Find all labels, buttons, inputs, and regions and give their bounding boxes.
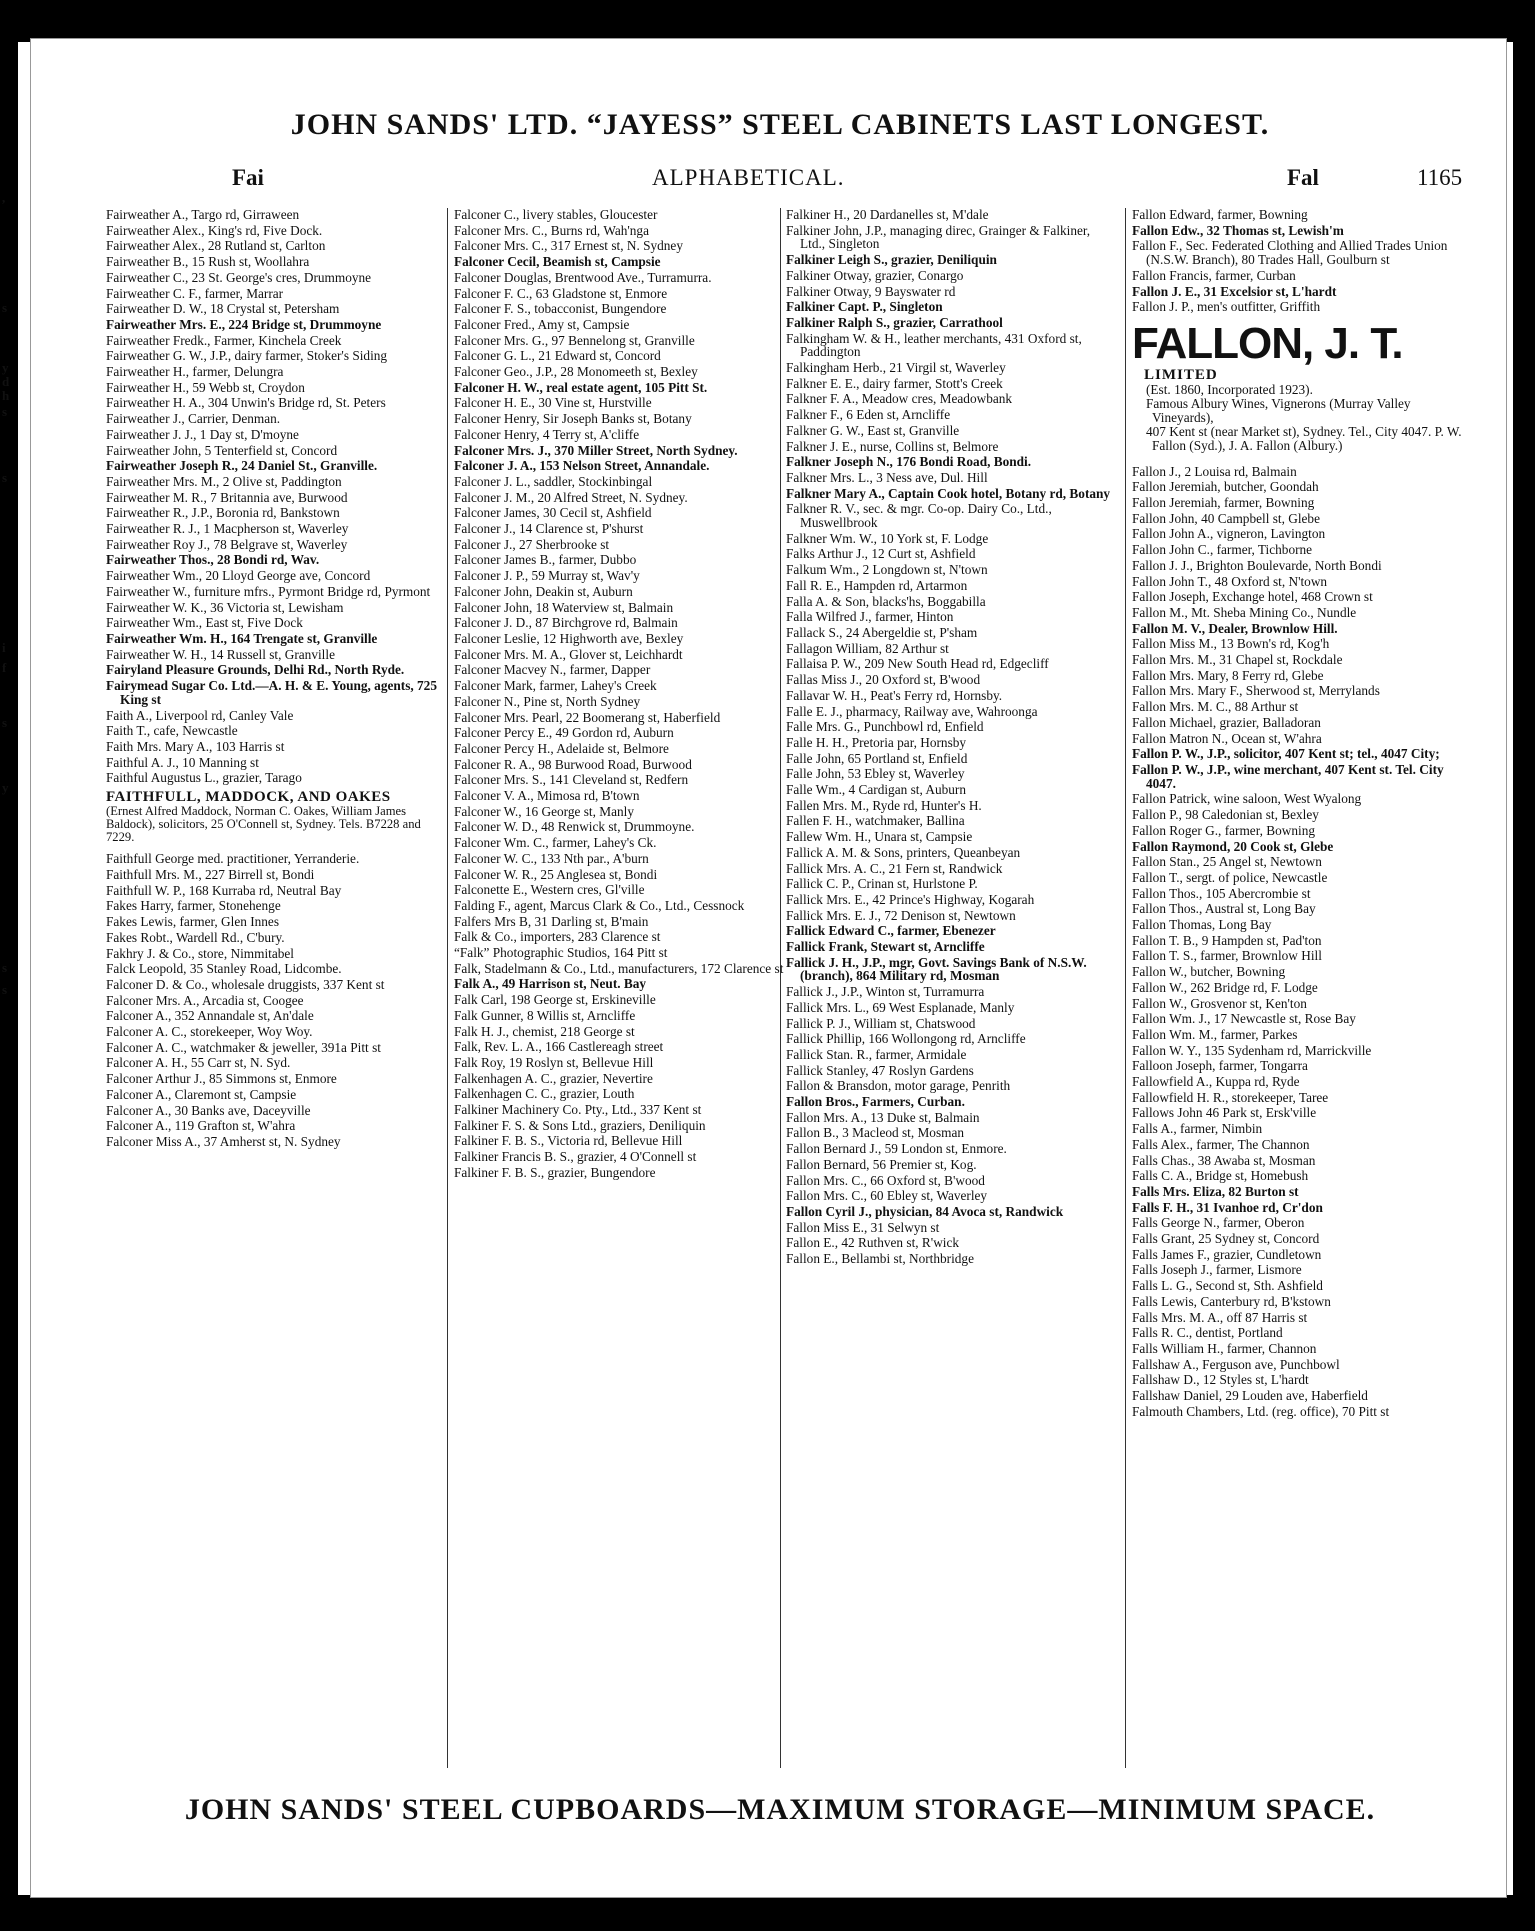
scan-border-top [0,0,1535,42]
directory-entry: Fairweather Wm., 20 Lloyd George ave, Concord [106,568,371,584]
directory-entry: Falla Wilfred J., farmer, Hinton [786,609,954,625]
scan-border-right [1513,0,1535,1931]
directory-entry: Falconette E., Western cres, Gl'ville [454,882,645,898]
directory-entry: Falck Leopold, 35 Stanley Road, Lidcombe. [106,961,342,977]
directory-entry: Fallen F. H., watchmaker, Ballina [786,813,965,829]
gutter-mark: i [2,640,6,655]
directory-entry: Falkner G. W., East st, Granville [786,422,960,438]
gutter-mark: y [2,780,9,795]
faithfull-advert-title: FAITHFULL, MADDOCK, AND OAKES [106,789,391,806]
directory-entry: Fallew Wm. H., Unara st, Campsie [786,829,973,845]
directory-entry: Fallon Matron N., Ocean st, W'ahra [1132,730,1322,746]
directory-entry: Falconer Mrs. Pearl, 22 Boomerang st, Haberfield [454,709,721,725]
directory-entry: Falconer N., Pine st, North Sydney [454,693,641,709]
directory-entry: Fallon John C., farmer, Tichborne [1132,542,1313,558]
directory-entry: Fallon Bernard, 56 Premier st, Kog. [786,1156,977,1172]
directory-entry: Fallshaw A., Ferguson ave, Punchbowl [1132,1356,1340,1372]
running-head-center: ALPHABETICAL. [652,165,845,190]
directory-entry: Fallon Edw., 32 Thomas st, Lewish'm [1132,222,1344,238]
column-1 [106,208,438,1773]
directory-entry: Fallon Thos., Austral st, Long Bay [1132,901,1316,917]
directory-entry: Fallick Edward C., farmer, Ebenezer [786,923,996,939]
directory-entry: Falconer Mark, farmer, Lahey's Creek [454,678,657,694]
directory-entry: Falls A., farmer, Nimbin [1132,1121,1263,1137]
directory-entry: Fallon Mrs. Mary F., Sherwood st, Merrylands [1132,683,1380,699]
directory-entry: Fallon John T., 48 Oxford st, N'town [1132,573,1328,589]
directory-entry: Fallon Wm. J., 17 Newcastle st, Rose Bay [1132,1011,1356,1027]
directory-entry: Fallon John, 40 Campbell st, Glebe [1132,510,1320,526]
directory-entry: Falloon Joseph, farmer, Tongarra [1132,1058,1308,1074]
directory-entry: Fairweather John, 5 Tenterfield st, Concord [106,442,338,458]
directory-entry: Fallack S., 24 Abergeldie st, P'sham [786,624,978,640]
directory-entry: Fallon & Bransdon, motor garage, Penrith [786,1078,1011,1094]
directory-entry: Fallick P. J., William st, Chatswood [786,1015,976,1031]
column-4-entries [1132,208,1464,314]
directory-entry: Fairweather Alex., King's rd, Five Dock. [106,222,323,238]
directory-entry: Falconer A. C., storekeeper, Woy Woy. [106,1024,313,1040]
directory-entry: Falconer Henry, Sir Joseph Banks st, Botany [454,411,692,427]
directory-entry: Fallon W. Y., 135 Sydenham rd, Marrickville [1132,1042,1372,1058]
directory-entry: Fairweather Mrs. M., 2 Olive st, Paddington [106,473,342,489]
directory-entry: Fairweather H. A., 304 Unwin's Bridge rd, St. Peters [106,395,386,411]
directory-entry: Fallon E., 42 Ruthven st, R'wick [786,1235,960,1251]
directory-entry: Fallon T. S., farmer, Brownlow Hill [1132,948,1322,964]
directory-entry: Fairweather Alex., 28 Rutland st, Carlton [106,238,326,254]
directory-entry: Falconer James, 30 Cecil st, Ashfield [454,505,652,521]
directory-entry: Fairweather D. W., 18 Crystal st, Petersham [106,301,340,317]
directory-entry: Fallon Joseph, Exchange hotel, 468 Crown st [1132,589,1373,605]
directory-entry: Falmouth Chambers, Ltd. (reg. office), 70 Pitt st [1132,1403,1390,1419]
directory-entry: Falkner E. E., dairy farmer, Stott's Creek [786,375,1003,391]
directory-entry: Fallon W., 262 Bridge rd, F. Lodge [1132,979,1318,995]
fallon-advert-address: 407 Kent st (near Market st), Sydney. Tel., City 4047. P. W. Fallon (Syd.), J. A. Fallon (Albury.) [1146,423,1462,453]
directory-entry: Fallon Patrick, wine saloon, West Wyalong [1132,791,1362,807]
directory-entry: Falconer V. A., Mimosa rd, B'town [454,788,640,804]
directory-entry: Fakes Lewis, farmer, Glen Innes [106,914,280,930]
directory-entry: Falle John, 65 Portland st, Enfield [786,750,968,766]
directory-entry: Falconer A. H., 55 Carr st, N. Syd. [106,1055,291,1071]
directory-entry: Fallon Bros., Farmers, Curban. [786,1094,965,1110]
directory-entry: Falk Roy, 19 Roslyn st, Bellevue Hill [454,1054,654,1070]
faithfull-advert [106,791,438,844]
directory-entry: Faith A., Liverpool rd, Canley Vale [106,707,294,723]
column-3-entries [786,208,1118,1266]
directory-entry: Falconer James B., farmer, Dubbo [454,552,637,568]
fallon-advert-established: (Est. 1860, Incorporated 1923). [1146,381,1313,397]
directory-entry: Fairweather J. J., 1 Day st, D'moyne [106,426,299,442]
directory-entry: Falkner Wm. W., 10 York st, F. Lodge [786,530,989,546]
gutter-mark: s [2,960,8,975]
directory-entry: Faithful A. J., 10 Manning st [106,754,259,770]
directory-entry: Falconer C., livery stables, Gloucester [454,208,658,222]
directory-entry: Falconer Mrs. M. A., Glover st, Leichhardt [454,646,683,662]
directory-entry: Fallick A. M. & Sons, printers, Queanbeyan [786,844,1021,860]
directory-entry: Falconer Mrs. C., 317 Ernest st, N. Sydney [454,238,683,254]
directory-entry: Fallon F., Sec. Federated Clothing and Allied Trades Union (N.S.W. Branch), 80 Trades Hall, Goulburn st [1132,238,1448,268]
directory-entry: Falkum Wm., 2 Longdown st, N'town [786,562,988,578]
directory-entry: Falls R. C., dentist, Portland [1132,1325,1283,1341]
directory-entry: Fairweather W. H., 14 Russell st, Granville [106,646,335,662]
directory-entry: Falconer Geo., J.P., 28 Monomeeth st, Bexley [454,364,698,380]
directory-entry: Falls F. H., 31 Ivanhoe rd, Cr'don [1132,1199,1323,1215]
directory-entry: Falls C. A., Bridge st, Homebush [1132,1168,1309,1184]
directory-entry: Fallon M. V., Dealer, Brownlow Hill. [1132,620,1338,636]
directory-entry: Falkner Joseph N., 176 Bondi Road, Bondi. [786,454,1032,470]
running-head [232,165,1463,193]
directory-entry: Falding F., agent, Marcus Clark & Co., Ltd., Cessnock [454,897,745,913]
directory-entry: Faith T., cafe, Newcastle [106,723,238,739]
directory-entry: Fallick Stanley, 47 Roslyn Gardens [786,1062,974,1078]
directory-entry: Fallon Stan., 25 Angel st, Newtown [1132,854,1322,870]
directory-entry: Falk A., 49 Harrison st, Neut. Bay [454,976,647,992]
column-2 [454,208,786,1773]
directory-entry: Fallon E., Bellambi st, Northbridge [786,1251,974,1267]
directory-entry: Falconer W. R., 25 Anglesea st, Bondi [454,866,658,882]
directory-entry: Falconer W. D., 48 Renwick st, Drummoyne. [454,819,695,835]
page-footer-advert: JOHN SANDS' STEEL CUPBOARDS—MAXIMUM STORAGE—MINIMUM SPACE. [184,1793,1376,1826]
directory-entry: Fairweather Joseph R., 24 Daniel St., Granville. [106,458,378,474]
directory-entry: Falconer Mrs. C., Burns rd, Wah'nga [454,222,649,238]
directory-entry: Falls L. G., Second st, Sth. Ashfield [1132,1278,1323,1294]
faithfull-advert-body: (Ernest Alfred Maddock, Norman C. Oakes, William James Baldock), solicitors, 25 O'Connell st, Sydney. Tels. B7228 and 7229. [106,803,421,845]
directory-entry: Falkiner F. S. & Sons Ltd., graziers, Deniliquin [454,1117,706,1133]
fallon-advert-wines: Famous Albury Wines, Vignerons (Murray Valley Vineyards), [1146,395,1411,425]
directory-entry: Fallagon William, 82 Arthur st [786,640,949,656]
directory-entry: Falconer F. S., tobacconist, Bungendore [454,301,667,317]
directory-entry: Fairweather Mrs. E., 224 Bridge st, Drummoyne [106,316,382,332]
fallon-advert-subtitle: LIMITED [1144,366,1218,383]
directory-entry: Fairweather R., J.P., Boronia rd, Bankstown [106,505,340,521]
directory-entry: Falkiner Machinery Co. Pty., Ltd., 337 Kent st [454,1102,702,1118]
directory-entry: Fairweather Wm., East st, Five Dock [106,615,303,631]
column-2-entries [454,208,786,1180]
gutter-mark: y [2,360,9,375]
directory-entry: “Falk” Photographic Studios, 164 Pitt st [454,945,668,961]
directory-entry: Falkenhagen C. C., grazier, Louth [454,1086,635,1102]
directory-entry: Falle H. H., Pretoria par, Hornsby [786,734,967,750]
directory-entry: Falconer Macvey N., farmer, Dapper [454,662,651,678]
directory-entry: Fallon Francis, farmer, Curban [1132,267,1296,283]
directory-entry: Fairymead Sugar Co. Ltd.—A. H. & E. Young, agents, 725 King st [106,678,437,707]
directory-entry: Fairweather M. R., 7 Britannia ave, Burwood [106,489,348,505]
directory-entry: Falkner F. A., Meadow cres, Meadowbank [786,391,1013,407]
directory-entry: Fallon Thomas, Long Bay [1132,917,1272,933]
page-number: 1165 [1417,165,1463,190]
directory-entry: Fallon W., Grosvenor st, Ken'ton [1132,995,1307,1011]
directory-entry: Falconer Mrs. G., 97 Bennelong st, Granville [454,332,695,348]
directory-entry: Falconer John, Deakin st, Auburn [454,583,633,599]
directory-entry: Falconer Mrs. A., Arcadia st, Coogee [106,992,304,1008]
directory-entry: Fakhry J. & Co., store, Nimmitabel [106,945,294,961]
directory-entry: Falconer A., Claremont st, Campsie [106,1086,297,1102]
directory-entry: Falk, Rev. L. A., 166 Castlereagh street [454,1039,664,1055]
gutter-mark: d [2,374,10,389]
fallon-advert-title: FALLON, J. T. [1132,318,1403,368]
directory-entry: Falconer J., 27 Sherbrooke st [454,536,610,552]
directory-entry: Falls Grant, 25 Sydney st, Concord [1132,1231,1320,1247]
directory-entry: Falle John, 53 Ebley st, Waverley [786,766,965,782]
directory-entry: Falkner R. V., sec. & mgr. Co-op. Dairy Co., Ltd., Muswellbrook [786,501,1052,531]
directory-entry: Falconer H. W., real estate agent, 105 Pitt St. [454,379,708,395]
directory-entry: Falls James F., grazier, Cundletown [1132,1246,1322,1262]
directory-entry: Fallon W., butcher, Bowning [1132,964,1286,980]
directory-entry: Fallon P. W., J.P., wine merchant, 407 Kent st. Tel. City 4047. [1132,761,1444,791]
column-rule [1125,208,1126,1768]
directory-entry: Falle Wm., 4 Cardigan st, Auburn [786,782,966,798]
directory-entry: Falkner Mrs. L., 3 Ness ave, Dul. Hill [786,469,988,485]
directory-entry: Fallon T. B., 9 Hampden st, Pad'ton [1132,932,1322,948]
directory-entry: Falkiner Otway, grazier, Conargo [786,267,964,283]
directory-entry: Falconer J. A., 153 Nelson Street, Annandale. [454,458,710,474]
directory-entry: Falconer H. E., 30 Vine st, Hurstville [454,395,652,411]
directory-entry: Falconer J., 14 Clarence st, P'shurst [454,521,644,537]
directory-entry: Fairweather W., furniture mfrs., Pyrmont Bridge rd, Pyrmont [106,583,431,599]
directory-entry: Fallon T., sergt. of police, Newcastle [1132,869,1328,885]
directory-entry: Falkiner Ralph S., grazier, Carrathool [786,314,1003,330]
directory-entry: Falconer Leslie, 12 Highworth ave, Bexley [454,630,684,646]
directory-entry: Fallavar W. H., Peat's Ferry rd, Hornsby. [786,687,1003,703]
directory-entry: Fallon Mrs. A., 13 Duke st, Balmain [786,1109,980,1125]
directory-entry: Fallon Cyril J., physician, 84 Avoca st, Randwick [786,1204,1064,1219]
directory-entry: Fallshaw D., 12 Styles st, L'hardt [1132,1372,1309,1388]
directory-entry: Falkiner John, J.P., managing direc, Grainger & Falkiner, Ltd., Singleton [786,222,1091,252]
directory-entry: Fairweather C. F., farmer, Marrar [106,285,284,301]
directory-entry: Faithfull George med. practitioner, Yerranderie. [106,851,360,867]
directory-entry: Fallows John 46 Park st, Ersk'ville [1132,1105,1317,1121]
directory-entry: Fairweather A., Targo rd, Girraween [106,208,300,222]
directory-entry: Falkingham Herb., 21 Virgil st, Waverley [786,360,1006,376]
directory-entry: Fallon J., 2 Louisa rd, Balmain [1132,463,1297,479]
directory-entry: Fallon J. J., Brighton Boulevarde, North Bondi [1132,557,1382,573]
directory-entry: Fallick C. P., Crinan st, Hurlstone P. [786,876,978,892]
gutter-mark: s [2,404,8,419]
directory-entry: Fallick Phillip, 166 Wollongong rd, Arncliffe [786,1031,1026,1047]
directory-entry: Falls Mrs. M. A., off 87 Harris st [1132,1309,1308,1325]
directory-entry: Fallon Mrs. Mary, 8 Ferry rd, Glebe [1132,667,1324,683]
directory-entry: Falconer W. C., 133 Nth par., A'burn [454,850,649,866]
directory-entry: Fairweather J., Carrier, Denman. [106,411,281,427]
directory-entry: Falkiner F. B. S., Victoria rd, Bellevue Hill [454,1133,683,1149]
fallon-advert [1132,320,1464,453]
directory-entry: Fallshaw Daniel, 29 Louden ave, Haberfield [1132,1388,1368,1404]
directory-entry: Fallick Frank, Stewart st, Arncliffe [786,939,985,955]
directory-entry: Fallon B., 3 Macleod st, Mosman [786,1125,965,1141]
directory-entry: Fallowfield A., Kuppa rd, Ryde [1132,1074,1300,1090]
directory-entry: Falk H. J., chemist, 218 George st [454,1023,635,1039]
directory-entry: Falconer A., 119 Grafton st, W'ahra [106,1118,296,1134]
gutter-mark: s [2,715,8,730]
directory-entry: Falconer W., 16 George st, Manly [454,803,634,819]
directory-entry: Fairweather C., 23 St. George's cres, Drummoyne [106,269,372,285]
directory-columns [106,208,1476,1773]
directory-entry: Falks Arthur J., 12 Curt st, Ashfield [786,546,976,562]
directory-entry: Fakes Harry, farmer, Stonehenge [106,898,281,914]
directory-entry: Fallick J., J.P., Winton st, Turramurra [786,984,985,1000]
directory-entry: Fallick J. H., J.P., mgr, Govt. Savings Bank of N.S.W. (branch), 864 Military rd, Mosman [786,954,1087,984]
directory-entry: Fairweather Roy J., 78 Belgrave st, Waverley [106,536,348,552]
directory-entry: Fairweather H., 59 Webb st, Croydon [106,379,305,395]
directory-entry: Falkiner F. B. S., grazier, Bungendore [454,1164,656,1180]
directory-entry: Fairweather Thos., 28 Bondi rd, Wav. [106,552,320,568]
directory-entry: Falk Carl, 198 George st, Erskineville [454,992,656,1008]
directory-entry: Falls George N., farmer, Oberon [1132,1215,1305,1231]
directory-entry: Falkiner H., 20 Dardanelles st, M'dale [786,208,989,222]
directory-entry: Fallaisa P. W., 209 New South Head rd, Edgecliff [786,656,1049,672]
column-1-entries-continued [106,852,438,1148]
directory-entry: Fallon P., 98 Caledonian st, Bexley [1132,807,1319,823]
directory-entry: Falconer G. L., 21 Edward st, Concord [454,348,661,364]
directory-entry: Fallon Thos., 105 Abercrombie st [1132,885,1311,901]
directory-entry: Falk, Stadelmann & Co., Ltd., manufacturers, 172 Clarence st [454,960,784,976]
directory-entry: Fallick Mrs. E. J., 72 Denison st, Newtown [786,907,1016,923]
gutter-mark: h [2,388,10,403]
directory-entry: Fallick Stan. R., farmer, Armidale [786,1046,967,1062]
directory-entry: Fall R. E., Hampden rd, Artarmon [786,577,968,593]
directory-entry: Falconer A., 30 Banks ave, Daceyville [106,1102,311,1118]
directory-entry: Fairweather R. J., 1 Macpherson st, Waverley [106,521,349,537]
directory-entry: Fallowfield H. R., storekeeper, Taree [1132,1089,1329,1105]
gutter-mark: s [2,300,8,315]
gutter-mark: s [2,982,8,997]
directory-entry: Falk Gunner, 8 Willis st, Arncliffe [454,1007,636,1023]
directory-entry: Fairweather H., farmer, Delungra [106,364,284,380]
directory-entry: Fallon Miss E., 31 Selwyn st [786,1219,940,1235]
directory-entry: Fallon Jeremiah, farmer, Bowning [1132,495,1315,511]
directory-entry: Falconer J. M., 20 Alfred Street, N. Sydney. [454,489,688,505]
directory-entry: Fallon Bernard J., 59 London st, Enmore. [786,1141,1007,1157]
directory-entry: Fallon M., Mt. Sheba Mining Co., Nundle [1132,604,1357,620]
directory-entry: Fallon John A., vigneron, Lavington [1132,526,1326,542]
directory-entry: Fallick Mrs. E., 42 Prince's Highway, Kogarah [786,891,1035,907]
directory-entry: Falconer Percy H., Adelaide st, Belmore [454,740,669,756]
directory-entry: Fallick Mrs. A. C., 21 Fern st, Randwick [786,860,1003,876]
gutter-mark: , [2,190,6,205]
directory-entry: Falconer Henry, 4 Terry st, A'cliffe [454,426,640,442]
directory-entry: Fairyland Pleasure Grounds, Delhi Rd., North Ryde. [106,662,405,678]
directory-entry: Fallon Roger G., farmer, Bowning [1132,822,1316,838]
directory-entry: Falk & Co., importers, 283 Clarence st [454,929,661,945]
directory-entry: Faith Mrs. Mary A., 103 Harris st [106,738,285,754]
directory-entry: Falkiner Otway, 9 Bayswater rd [786,283,956,299]
directory-entry: Fairweather Fredk., Farmer, Kinchela Creek [106,332,342,348]
directory-entry: Falconer J. L., saddler, Stockinbingal [454,473,653,489]
directory-entry: Falkner J. E., nurse, Collins st, Belmore [786,438,999,454]
directory-entry: Fallon J. P., men's outfitter, Griffith [1132,299,1321,315]
directory-entry: Faithfull Mrs. M., 227 Birrell st, Bondi [106,867,315,883]
directory-entry: Fairweather G. W., J.P., dairy farmer, Stoker's Siding [106,348,388,364]
directory-entry: Falls Lewis, Canterbury rd, B'kstown [1132,1293,1331,1309]
column-4-entries-continued [1132,465,1464,1419]
directory-entry: Fallon P. W., J.P., solicitor, 407 Kent st; tel., 4047 City; [1132,746,1440,762]
directory-entry: Falconer Percy E., 49 Gordon rd, Auburn [454,725,674,741]
directory-entry: Falls Alex., farmer, The Channon [1132,1136,1310,1152]
directory-entry: Fallon Mrs. C., 66 Oxford st, B'wood [786,1172,985,1188]
directory-entry: Falls William H., farmer, Channon [1132,1341,1317,1356]
directory-entry: Fairweather W. K., 36 Victoria st, Lewisham [106,599,344,615]
directory-entry: Falkingham W. & H., leather merchants, 431 Oxford st, Paddington [786,330,1082,360]
directory-entry: Fallon Miss M., 13 Bown's rd, Kog'h [1132,636,1330,652]
directory-entry: Falfers Mrs B, 31 Darling st, B'main [454,913,649,929]
column-3 [786,208,1118,1773]
directory-entry: Fallon Jeremiah, butcher, Goondah [1132,479,1319,495]
directory-entry: Falconer A. C., watchmaker & jeweller, 391a Pitt st [106,1039,381,1055]
directory-entry: Fallon Wm. M., farmer, Parkes [1132,1026,1298,1042]
directory-entry: Falconer F. C., 63 Gladstone st, Enmore [454,285,668,301]
column-4 [1132,208,1464,1773]
directory-entry: Faithful Augustus L., grazier, Tarago [106,770,302,786]
directory-entry: Falle Mrs. G., Punchbowl rd, Enfield [786,719,984,735]
directory-entry: Fallon Mrs. M., 31 Chapel st, Rockdale [1132,652,1343,668]
directory-entry: Fairweather B., 15 Rush st, Woollahra [106,254,310,270]
directory-entry: Fakes Robt., Wardell Rd., C'bury. [106,929,285,945]
page-header-advert: JOHN SANDS' LTD. “JAYESS” STEEL CABINETS LAST LONGEST. [290,108,1270,141]
directory-entry: Falconer Cecil, Beamish st, Campsie [454,254,661,270]
directory-entry: Falls Joseph J., farmer, Lismore [1132,1262,1302,1278]
directory-entry: Falconer Mrs. S., 141 Cleveland st, Redfern [454,772,689,788]
directory-entry: Falconer Mrs. J., 370 Miller Street, North Sydney. [454,442,738,458]
directory-entry: Faithfull W. P., 168 Kurraba rd, Neutral Bay [106,882,342,898]
directory-entry: Falconer Miss A., 37 Amherst st, N. Sydney [106,1133,341,1149]
directory-entry: Falla A. & Son, blacks'hs, Boggabilla [786,593,986,609]
directory-entry: Falle E. J., pharmacy, Railway ave, Wahroonga [786,703,1038,719]
directory-entry: Falconer D. & Co., wholesale druggists, 337 Kent st [106,976,385,992]
directory-entry: Falconer Douglas, Brentwood Ave., Turramurra. [454,269,712,285]
directory-entry: Falls Mrs. Eliza, 82 Burton st [1132,1183,1299,1199]
scan-border-bottom [0,1895,1535,1931]
directory-entry: Falconer A., 352 Annandale st, An'dale [106,1008,314,1024]
directory-entry: Fallas Miss J., 20 Oxford st, B'wood [786,672,981,688]
directory-entry: Falkner Mary A., Captain Cook hotel, Botany rd, Botany [786,485,1111,501]
directory-entry: Falconer J. P., 59 Murray st, Wav'y [454,568,640,584]
directory-entry: Falconer Fred., Amy st, Campsie [454,316,630,332]
directory-entry: Falkenhagen A. C., grazier, Nevertire [454,1070,653,1086]
directory-entry: Falls Chas., 38 Awaba st, Mosman [1132,1152,1316,1168]
gutter-mark: f [2,660,7,675]
directory-entry: Fallick Mrs. L., 69 West Esplanade, Manly [786,999,1015,1015]
directory-entry: Fallon Mrs. M. C., 88 Arthur st [1132,699,1299,715]
directory-entry: Falkiner Capt. P., Singleton [786,299,943,315]
directory-entry: Fairweather Wm. H., 164 Trengate st, Granville [106,630,378,646]
column-1-entries [106,208,438,785]
directory-entry: Falconer Wm. C., farmer, Lahey's Ck. [454,835,657,851]
gutter-mark: s [2,470,8,485]
directory-entry: Falconer Arthur J., 85 Simmons st, Enmore [106,1071,337,1087]
directory-entry: Falconer J. D., 87 Birchgrove rd, Balmain [454,615,678,631]
directory-entry: Fallon J. E., 31 Excelsior st, L'hardt [1132,283,1337,299]
column-rule [447,208,448,1768]
running-head-left: Fai [232,165,264,190]
directory-entry: Fallen Mrs. M., Ryde rd, Hunter's H. [786,797,982,813]
directory-entry: Fallon Michael, grazier, Balladoran [1132,714,1321,730]
directory-entry: Fallon Mrs. C., 60 Ebley st, Waverley [786,1188,988,1204]
directory-entry: Falkner F., 6 Eden st, Arncliffe [786,407,951,423]
directory-entry: Falkiner Leigh S., grazier, Deniliquin [786,252,997,268]
directory-entry: Falconer John, 18 Waterview st, Balmain [454,599,674,615]
directory-entry: Falconer R. A., 98 Burwood Road, Burwood [454,756,692,772]
running-head-right: Fal [1287,165,1319,190]
directory-entry: Falkiner Francis B. S., grazier, 4 O'Connell st [454,1149,697,1165]
directory-entry: Fallon Raymond, 20 Cook st, Glebe [1132,838,1334,854]
directory-entry: Fallon Edward, farmer, Bowning [1132,208,1308,222]
